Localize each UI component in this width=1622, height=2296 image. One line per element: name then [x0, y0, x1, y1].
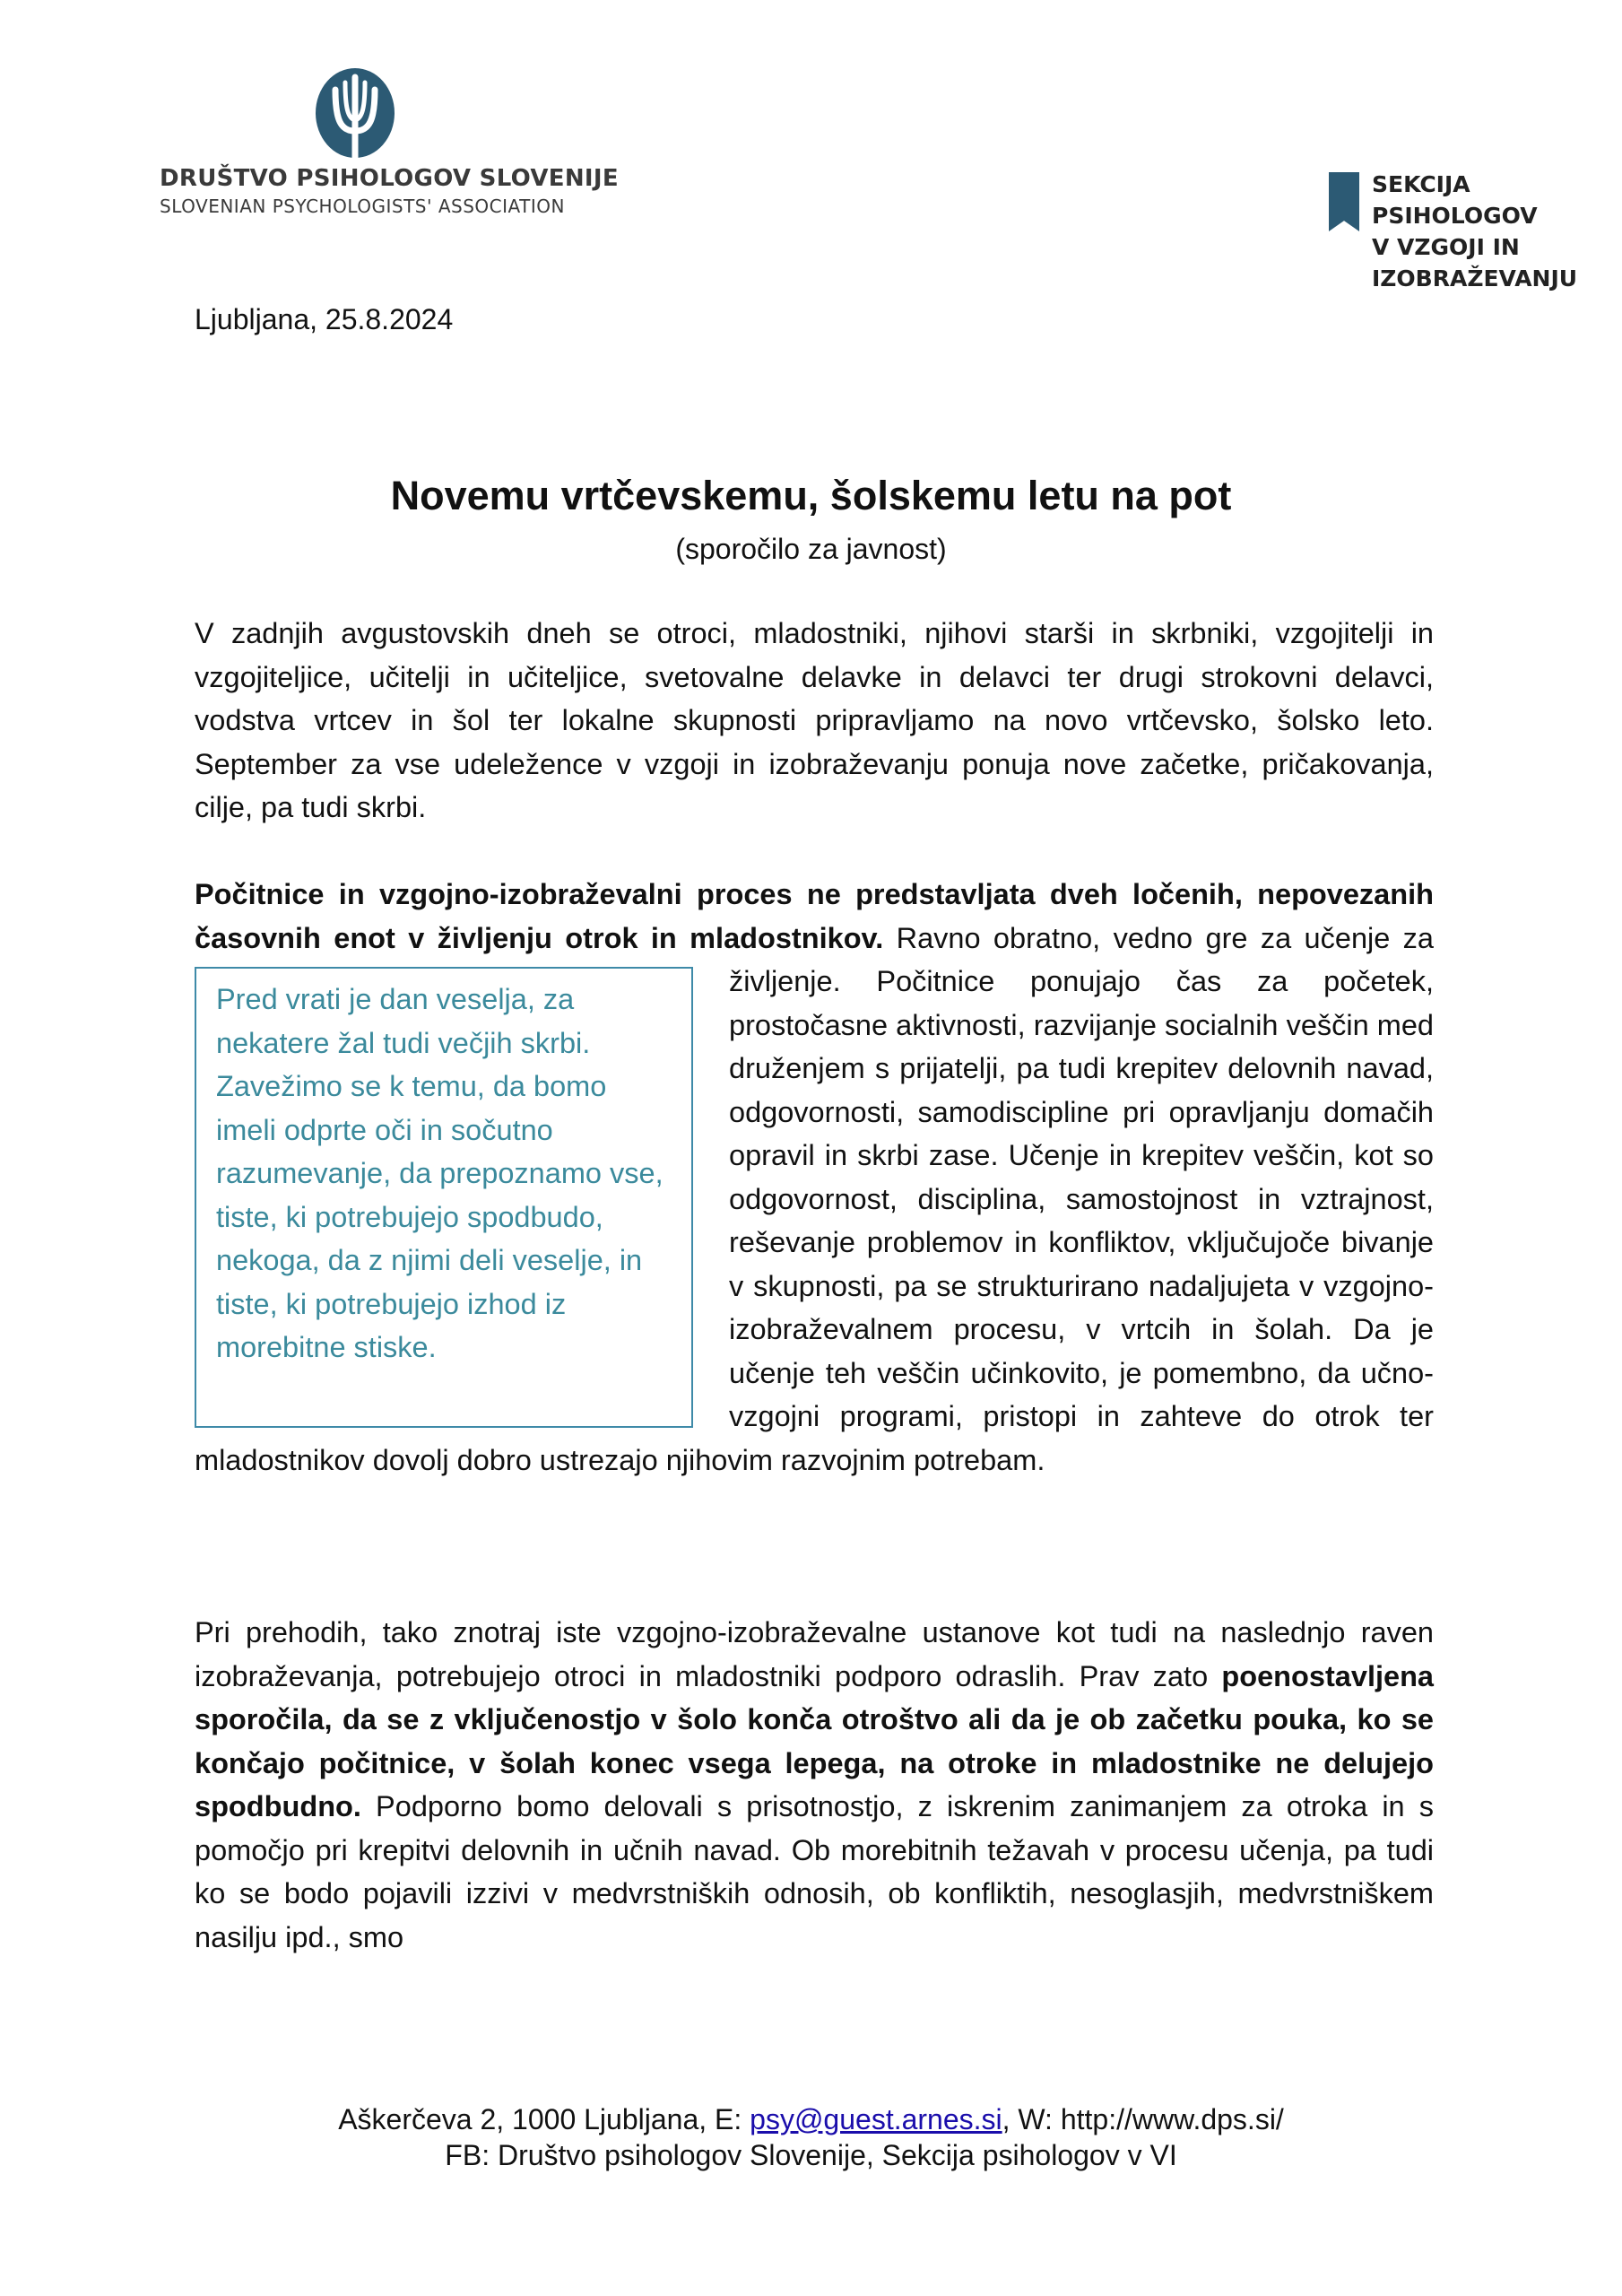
paragraph-holidays-first-line: Ravno obratno, — [883, 921, 1101, 954]
paragraph-holidays-bold: Počitnice in vzgojno-izobraževalni proces ne predstavljata dveh ločenih, nepovezanih časovnih enot v življenju otrok in mladostnikov. — [195, 878, 1434, 954]
footer-web: , W: http://www.dps.si/ — [1002, 2103, 1284, 2135]
paragraph-holidays-text: vedno gre za učenje za življenje. Počitnice ponujajo čas za početek, prostočasne aktivnosti, razvijanje socialnih veščin med druženjem s prijatelji, pa tudi krepitev delovnih navad, odgovornosti, samodiscipline pri opravljanju domačih opravil in skrbi zase. Učenje in krepitev veščin, kot so odgovornost, disciplina, samostojnost in vztrajnost, reševanje problemov in konfliktov, vključujoče bivanje v skupnosti, pa se strukturirano nadaljujeta v vzgojno-izobraževalnem procesu, v vrtcih in šolah. Da je učenje teh veščin učinkovito, je pomembno, da učno-vzgojni programi, pristopi in zahteve do otrok ter mladostnikov dovolj dobro ustrezajo njihovim razvojnim potrebam. — [195, 921, 1435, 1476]
paragraph-intro: V zadnjih avgustovskih dneh se otroci, mladostniki, njihovi starši in skrbniki, vzgojitelji in vzgojiteljice, učitelji in učiteljice, svetovalne delavke in delavci ter drugi strokovni delavci, vodstva vrtcev in šol ter lokalne skupnosti pripravljamo na novo vrtčevsko, šolsko leto. September za vse udeležence v vzgoji in izobraževanju ponuja nove začetke, pričakovanja, cilje, pa tudi skrbi. — [195, 617, 1434, 823]
footer-address — [0, 2102, 1622, 2136]
paragraph-holidays — [195, 873, 1434, 1482]
org-name-en: SLOVENIAN PSYCHOLOGISTS' ASSOCIATION — [160, 196, 565, 217]
section-name — [1372, 169, 1577, 294]
section-line-4: IZOBRAŽEVANJU — [1372, 265, 1578, 291]
footer-address-prefix: Aškerčeva 2, 1000 Ljubljana, E: — [338, 2103, 750, 2135]
callout-box — [195, 967, 693, 1428]
psi-logo-icon — [314, 66, 396, 163]
callout-text: Pred vrati je dan veselja, za nekatere žal tudi večjih skrbi. Zavežimo se k temu, da bomo imeli odprte oči in sočutno razumevanje, da prepoznamo vse, tiste, ki potrebujejo spodbudo, nekoga, da z njimi deli veselje, in tiste, ki potrebujejo izhod iz morebitne stiske. — [216, 983, 664, 1363]
paragraph-transitions-bold: poenostavljena sporočila, da se z vključenostjo v šolo konča otroštvo ali da je ob začetku pouka, ko se končajo počitnice, v šolah konec vsega lepega, na otroke in mladostnike ne delujejo spodbudno. — [195, 1659, 1434, 1822]
org-name: DRUŠTVO PSIHOLOGOV SLOVENIJE — [160, 165, 619, 192]
page-title: Novemu vrtčevskemu, šolskemu letu na pot — [390, 473, 1232, 518]
section-line-2: PSIHOLOGOV — [1372, 203, 1538, 229]
page-subtitle: (sporočilo za javnost) — [675, 533, 947, 565]
section-bookmark-icon — [1329, 172, 1359, 231]
paragraph-transitions-text-1: Pri prehodih, tako znotraj iste vzgojno-izobraževalne ustanove kot tudi na naslednjo raven izobraževanja, potrebujejo otroci in mladostniki podporo odraslih. Prav zato — [195, 1616, 1434, 1692]
footer-facebook: FB: Društvo psihologov Slovenije, Sekcija psihologov v VI — [445, 2139, 1177, 2171]
date-line: Ljubljana, 25.8.2024 — [195, 303, 454, 335]
section-line-3: V VZGOJI IN — [1372, 234, 1520, 260]
dps-logo — [160, 61, 619, 231]
email-link[interactable]: psy@guest.arnes.si — [750, 2103, 1002, 2135]
paragraph-transitions-text-2: Podporno bomo delovali s prisotnostjo, z iskrenim zanimanjem za otroka in s pomočjo pri krepitvi delovnih in učnih navad. Ob morebitnih težavah v procesu učenja, pa tudi ko se bodo pojavili izzivi v medvrstniških odnosih, ob konfliktih, nesoglasjih, medvrstniškem nasilju ipd., smo — [195, 1790, 1434, 1953]
paragraph-transitions — [195, 1611, 1434, 1959]
section-line-1: SEKCIJA — [1372, 171, 1470, 197]
